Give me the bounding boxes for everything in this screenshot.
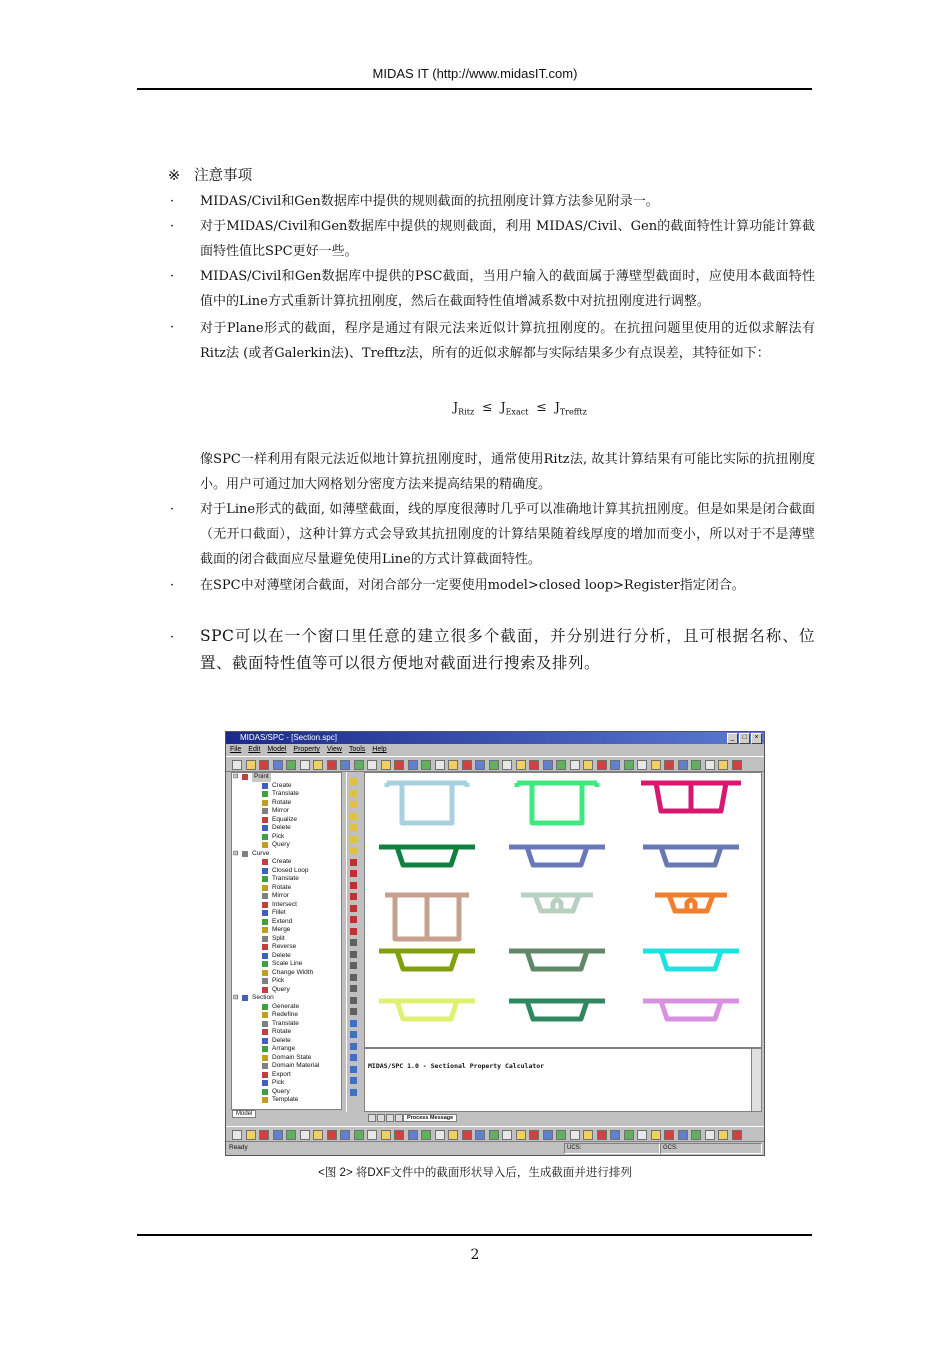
tree-item-label: Rotate — [272, 883, 292, 891]
menu-edit[interactable]: Edit — [248, 746, 261, 753]
tree-item-label: Delete — [272, 1036, 291, 1044]
tree-item[interactable] — [232, 799, 341, 808]
vertical-tool-icon[interactable] — [350, 939, 357, 946]
toolbar-button-icon[interactable] — [637, 1130, 647, 1140]
toolbar-button-icon[interactable] — [475, 1130, 485, 1140]
tree-item[interactable] — [232, 986, 341, 995]
generate-icon — [262, 1004, 268, 1010]
vertical-tool-icon[interactable] — [350, 974, 357, 981]
translate-icon — [262, 876, 268, 882]
toolbar-button-icon[interactable] — [489, 760, 499, 770]
status-gcs: GCS: — [660, 1143, 762, 1154]
notes-title: 注意事项 — [194, 168, 253, 184]
toolbar-button-icon[interactable] — [435, 1130, 445, 1140]
menu-help[interactable]: Help — [372, 746, 387, 753]
tree-item[interactable] — [232, 833, 341, 842]
section-shape — [379, 951, 475, 969]
section-icon — [242, 995, 248, 1001]
toolbar-button-icon[interactable] — [705, 760, 715, 770]
vertical-tool-icon[interactable] — [350, 916, 357, 923]
toolbar-button-icon[interactable] — [354, 760, 364, 770]
tree-item-label: Pick — [272, 1079, 285, 1086]
tree-item[interactable] — [232, 1020, 341, 1029]
tree-item[interactable] — [232, 782, 341, 791]
tree-item[interactable] — [232, 790, 341, 799]
menu-tools[interactable]: Tools — [348, 746, 366, 753]
tree-item-label: Arrange — [272, 1045, 296, 1052]
query-icon — [262, 1089, 268, 1095]
vertical-tool-icon[interactable] — [350, 790, 357, 797]
tree-item-label: Pick — [272, 832, 285, 840]
torsion-formula: $J_{Ritz} \le J_{Exact} \le J_{Trefftz}$ — [453, 399, 587, 417]
tree-item[interactable] — [232, 918, 341, 927]
tree-item[interactable] — [232, 960, 341, 969]
tree-item-label: Point — [254, 773, 269, 780]
vertical-tool-icon[interactable] — [350, 928, 357, 935]
mirror-icon — [262, 893, 268, 899]
tree-item-label: Delete — [272, 824, 291, 831]
tree-item-label: Rotate — [272, 1028, 292, 1035]
section-shape — [521, 895, 593, 911]
reverse-icon — [262, 944, 268, 950]
toolbar-button-icon[interactable] — [691, 1130, 701, 1140]
vertical-tool-icon[interactable] — [350, 905, 357, 912]
bullet: · — [170, 578, 175, 593]
section-shape — [509, 847, 605, 865]
vertical-tool-icon[interactable] — [350, 801, 357, 808]
note-item-7: SPC可以在一个窗口里任意的建立很多个截面，并分别进行分析，且可根据名称、位置、截面特性值等可以很方便地对截面进行搜索及排列。 — [200, 627, 815, 672]
toolbar-button-icon[interactable] — [381, 1130, 391, 1140]
toolbar-button-icon[interactable] — [651, 1130, 661, 1140]
message-window — [364, 1048, 752, 1112]
tree-item[interactable] — [232, 1062, 341, 1071]
ritz-paragraph: 像SPC一样利用有限元法近似地计算抗扭刚度时，通常使用Ritz法, 故其计算结果有可能比实际的抗扭刚度小。用户可通过加大网格划分密度方法来提高结果的精确度。 — [200, 452, 815, 492]
toolbar-button-icon[interactable] — [664, 760, 674, 770]
tree-item-label: Closed Loop — [272, 866, 309, 874]
rotate-icon — [262, 1029, 268, 1035]
toolbar-button-icon[interactable] — [678, 760, 688, 770]
vertical-tool-icon[interactable] — [350, 882, 357, 889]
tree-item-label: Mirror — [272, 807, 289, 814]
redefine-icon — [262, 1012, 268, 1018]
tree-item-label: Translate — [272, 1019, 299, 1027]
collapse-icon[interactable]: ⊟ — [233, 773, 239, 780]
toolbar-button-icon[interactable] — [394, 1130, 404, 1140]
tree-item-label: Create — [272, 858, 292, 865]
pick-icon — [262, 1080, 268, 1086]
toolbar-button-icon[interactable] — [732, 1130, 742, 1140]
vertical-tool-icon[interactable] — [350, 859, 357, 866]
translate-icon — [262, 791, 268, 797]
tree-item[interactable] — [232, 926, 341, 935]
tree-item[interactable] — [232, 867, 341, 876]
header-rule — [137, 88, 812, 90]
section-shape — [655, 895, 727, 911]
tree-item-label: Translate — [272, 875, 299, 882]
toolbar-button-icon[interactable] — [543, 1130, 553, 1140]
toolbar-button-icon[interactable] — [327, 760, 337, 770]
toolbar-button-icon[interactable] — [475, 760, 485, 770]
tree-item[interactable] — [232, 816, 341, 825]
tree-item-label: Domain State — [272, 1053, 312, 1061]
delete-icon — [262, 953, 268, 959]
toolbar-button-icon[interactable] — [529, 760, 539, 770]
sections-drawing — [365, 773, 761, 1047]
toolbar-button-icon[interactable] — [570, 1130, 580, 1140]
tree-item[interactable] — [232, 773, 341, 782]
toolbar-button-icon[interactable] — [502, 1130, 512, 1140]
toolbar-button-icon[interactable] — [246, 760, 256, 770]
section-shape — [509, 951, 605, 969]
fillet-icon — [262, 910, 268, 916]
bullet: · — [170, 320, 175, 335]
toolbar-button-icon[interactable] — [313, 760, 323, 770]
toolbar-button-icon[interactable] — [232, 1130, 242, 1140]
vertical-tool-icon[interactable] — [350, 824, 357, 831]
tree-item-label: Scale Line — [272, 960, 303, 967]
note-item-4: 对于Plane形式的截面，程序是通过有限元法来近似计算抗扭刚度的。在抗扭问题里使用的近似求解法有Ritz法 (或者Galerkin法)、Trefftz法，所有的近似求解都与实际结果多少有点误差，其特征如下： — [200, 321, 815, 361]
menu-view[interactable]: View — [326, 746, 342, 753]
bullet: · — [170, 219, 175, 234]
message-text: MIDAS/SPC 1.0 - Sectional Property Calculator — [368, 1062, 545, 1070]
vertical-tool-icon[interactable] — [350, 1043, 357, 1050]
toolbar-button-icon[interactable] — [286, 1130, 296, 1140]
notes-heading — [168, 164, 252, 185]
tree-item[interactable] — [232, 909, 341, 918]
toolbar-button-icon[interactable] — [300, 760, 310, 770]
note-item-3: MIDAS/Civil和Gen数据库中提供的PSC截面，当用户输入的截面属于薄壁型截面时，应使用本截面特性值中的Line方式重新计算抗扭刚度，然后在截面特性值增减系数中对抗扭刚度进行调整。 — [200, 269, 815, 309]
toolbar-button-icon[interactable] — [718, 1130, 728, 1140]
toolbar-button-icon[interactable] — [273, 1130, 283, 1140]
tree-item[interactable] — [232, 858, 341, 867]
section-shape — [385, 895, 469, 939]
toolbar-button-icon[interactable] — [516, 1130, 526, 1140]
rotate-icon — [262, 800, 268, 806]
translate-icon — [262, 1021, 268, 1027]
toolbar-button-icon[interactable] — [300, 1130, 310, 1140]
toolbar-button-icon[interactable] — [597, 1130, 607, 1140]
status-bar — [226, 1142, 764, 1153]
arrange-icon — [262, 1046, 268, 1052]
bullet: · — [170, 630, 175, 645]
point-icon — [242, 774, 248, 780]
domain-state-icon — [262, 1055, 268, 1061]
toolbar-button-icon[interactable] — [556, 760, 566, 770]
tree-item-label: Merge — [272, 926, 291, 933]
toolbar-button-icon[interactable] — [421, 1130, 431, 1140]
tree-item[interactable] — [232, 977, 341, 986]
note-item-5: 对于Line形式的截面, 如薄壁截面，线的厚度很薄时几乎可以准确地计算其抗扭刚度。但是如果是闭合截面（无开口截面），这种计算方式会导致其抗扭刚度的计算结果随着线厚度的增加而变小，所以对于不是薄壁截面的闭合截面应尽量避免使用Line的方式计算截面特性。 — [200, 502, 815, 567]
tree-item-label: Delete — [272, 951, 291, 959]
tree-item[interactable] — [232, 1011, 341, 1020]
tree-item[interactable] — [232, 1096, 341, 1105]
toolbar-button-icon[interactable] — [259, 760, 269, 770]
status-ready: Ready — [229, 1144, 248, 1151]
tree-item-label: Domain Material — [272, 1062, 320, 1069]
vertical-tool-icon[interactable] — [350, 1066, 357, 1073]
tree-item-label: Mirror — [272, 892, 289, 899]
toolbar-button-icon[interactable] — [583, 760, 593, 770]
curve-icon — [242, 851, 248, 857]
toolbar-button-icon[interactable] — [273, 760, 283, 770]
toolbar-button-icon[interactable] — [583, 1130, 593, 1140]
tree-item[interactable] — [232, 1045, 341, 1054]
pick-icon — [262, 978, 268, 984]
vertical-tool-icon[interactable] — [350, 870, 357, 877]
vertical-toolbar — [346, 772, 361, 1112]
tree-item-label: Change Width — [272, 968, 314, 976]
toolbar-button-icon[interactable] — [246, 1130, 256, 1140]
toolbar-button-icon[interactable] — [408, 1130, 418, 1140]
note-item-2: 对于MIDAS/Civil和Gen数据库中提供的规则截面，利用 MIDAS/Civil、Gen的截面特性计算功能计算截面特性值比SPC更好一些。 — [200, 219, 815, 259]
tree-item[interactable] — [232, 841, 341, 850]
toolbar-button-icon[interactable] — [367, 760, 377, 770]
tree-item[interactable] — [232, 884, 341, 893]
vertical-tool-icon[interactable] — [350, 1077, 357, 1084]
section-shape — [387, 783, 467, 823]
tree-item-label: Split — [272, 934, 285, 942]
tree-item-label: Query — [272, 985, 290, 993]
split-icon — [262, 936, 268, 942]
tree-item[interactable] — [232, 1088, 341, 1097]
vertical-tool-icon[interactable] — [350, 962, 357, 969]
vertical-tool-icon[interactable] — [350, 1008, 357, 1015]
toolbar-button-icon[interactable] — [462, 760, 472, 770]
section-shape — [643, 1001, 739, 1019]
toolbar-button-icon[interactable] — [489, 1130, 499, 1140]
vertical-tool-icon[interactable] — [350, 985, 357, 992]
toolbar-button-icon[interactable] — [732, 760, 742, 770]
tree-item[interactable] — [232, 1071, 341, 1080]
create-icon — [262, 783, 268, 789]
equalize-icon — [262, 817, 268, 823]
tree-item[interactable] — [232, 850, 341, 859]
template-icon — [262, 1097, 268, 1103]
page-header: MIDAS IT (http://www.midasIT.com) — [372, 66, 578, 81]
tree-item-label: Redefine — [272, 1011, 299, 1018]
toolbar-button-icon[interactable] — [448, 760, 458, 770]
toolbar-button-icon[interactable] — [462, 1130, 472, 1140]
tree-item[interactable] — [232, 901, 341, 910]
tree-item-label: Export — [272, 1070, 291, 1078]
create-icon — [262, 859, 268, 865]
collapse-icon[interactable]: ⊟ — [233, 994, 239, 1001]
tree-item-label: Query — [272, 1087, 290, 1095]
message-scrollbar[interactable] — [751, 1048, 762, 1112]
page-number: 2 — [470, 1247, 480, 1263]
toolbar-button-icon[interactable] — [394, 760, 404, 770]
toolbar-button-icon[interactable] — [529, 1130, 539, 1140]
vertical-tool-icon[interactable] — [350, 1054, 357, 1061]
vertical-tool-icon[interactable] — [350, 1089, 357, 1096]
tree-item-label: Create — [272, 781, 292, 789]
menu-file[interactable]: File — [230, 746, 242, 753]
tree-item-label: Equalize — [272, 815, 297, 823]
section-canvas[interactable] — [364, 772, 762, 1048]
pick-icon — [262, 834, 268, 840]
figure-caption: <图 2> 将DXF文件中的截面形状导入后，生成截面并进行排列 — [318, 1167, 632, 1179]
vertical-tool-icon[interactable] — [350, 847, 357, 854]
tree-item[interactable] — [232, 994, 341, 1003]
tree-item[interactable] — [232, 1054, 341, 1063]
tab-navigator[interactable] — [368, 1114, 403, 1122]
delete-icon — [262, 1038, 268, 1044]
toolbar-button-icon[interactable] — [232, 760, 242, 770]
vertical-tool-icon[interactable] — [350, 1031, 357, 1038]
vertical-tool-icon[interactable] — [350, 778, 357, 785]
tab-model[interactable]: Model — [232, 1110, 256, 1118]
toolbar-button-icon[interactable] — [610, 1130, 620, 1140]
tree-item-label: Generate — [272, 1002, 300, 1010]
vertical-tool-icon[interactable] — [350, 813, 357, 820]
tree-item-label: Pick — [272, 977, 285, 984]
toolbar-button-icon[interactable] — [637, 760, 647, 770]
tree-item[interactable] — [232, 943, 341, 952]
footer-rule — [137, 1234, 812, 1236]
tree-item[interactable] — [232, 1037, 341, 1046]
vertical-tool-icon[interactable] — [350, 893, 357, 900]
tree-item[interactable] — [232, 892, 341, 901]
toolbar-button-icon[interactable] — [435, 760, 445, 770]
toolbar-button-icon[interactable] — [691, 760, 701, 770]
minimize-icon[interactable]: _ — [727, 733, 738, 744]
section-shape — [379, 847, 475, 865]
extend-icon — [262, 919, 268, 925]
note-item-1: MIDAS/Civil和Gen数据库中提供的规则截面的抗扭刚度计算方法参见附录一。 — [200, 194, 659, 209]
window-title: MIDAS/SPC - [Section.spc] — [240, 733, 337, 742]
toolbar-button-icon[interactable] — [705, 1130, 715, 1140]
toolbar-button-icon[interactable] — [624, 760, 634, 770]
tree-item-label: Fillet — [272, 909, 286, 916]
toolbar-button-icon[interactable] — [313, 1130, 323, 1140]
section-shape — [643, 951, 739, 969]
collapse-icon[interactable]: ⊟ — [233, 849, 239, 857]
tree-item-label: Query — [272, 841, 290, 848]
bullet: · — [170, 194, 175, 209]
tree-item[interactable] — [232, 952, 341, 961]
export-icon — [262, 1072, 268, 1078]
toolbar-button-icon[interactable] — [408, 760, 418, 770]
spc-screenshot — [225, 731, 765, 1156]
toolbar-button-icon[interactable] — [610, 760, 620, 770]
bottom-toolbar — [226, 1126, 764, 1142]
intersect-icon — [262, 902, 268, 908]
toolbar-button-icon[interactable] — [259, 1130, 269, 1140]
toolbar-button-icon[interactable] — [367, 1130, 377, 1140]
tree-item[interactable] — [232, 935, 341, 944]
section-shape — [509, 1001, 605, 1019]
tree-item-label: Intersect — [272, 900, 297, 908]
toolbar-button-icon[interactable] — [543, 760, 553, 770]
tree-item-label: Rotate — [272, 798, 292, 806]
bullet: · — [170, 269, 175, 284]
section-shape — [641, 783, 741, 811]
main-toolbar — [226, 756, 764, 772]
tree-item[interactable] — [232, 824, 341, 833]
window-titlebar — [226, 732, 764, 744]
toolbar-button-icon[interactable] — [340, 760, 350, 770]
tree-item[interactable] — [232, 807, 341, 816]
tree-item-label: Reverse — [272, 943, 297, 950]
tree-item[interactable] — [232, 1003, 341, 1012]
tree-item[interactable] — [232, 1028, 341, 1037]
note-symbol: ※ — [168, 168, 181, 184]
toolbar-button-icon[interactable] — [327, 1130, 337, 1140]
toolbar-button-icon[interactable] — [354, 1130, 364, 1140]
toolbar-button-icon[interactable] — [597, 760, 607, 770]
toolbar-button-icon[interactable] — [664, 1130, 674, 1140]
toolbar-button-icon[interactable] — [381, 760, 391, 770]
scale-line-icon — [262, 961, 268, 967]
tree-item-label: Curve — [252, 849, 270, 857]
merge-icon — [262, 927, 268, 933]
toolbar-button-icon[interactable] — [570, 760, 580, 770]
status-ucs: UCS: — [564, 1143, 660, 1154]
toolbar-button-icon[interactable] — [421, 760, 431, 770]
change-width-icon — [262, 970, 268, 976]
section-shape — [643, 847, 739, 865]
domain-material-icon — [262, 1063, 268, 1069]
note-item-6: 在SPC中对薄壁闭合截面，对闭合部分一定要使用model>closed loop>Register指定闭合。 — [200, 578, 745, 593]
section-shape — [379, 1001, 475, 1019]
toolbar-button-icon[interactable] — [448, 1130, 458, 1140]
delete-icon — [262, 825, 268, 831]
toolbar-button-icon[interactable] — [340, 1130, 350, 1140]
tab-process-message[interactable]: Process Message — [403, 1114, 457, 1122]
toolbar-button-icon[interactable] — [556, 1130, 566, 1140]
query-icon — [262, 842, 268, 848]
toolbar-button-icon[interactable] — [516, 760, 526, 770]
vertical-tool-icon[interactable] — [350, 951, 357, 958]
model-tree — [231, 772, 342, 1110]
query-icon — [262, 987, 268, 993]
tree-item-label: Translate — [272, 790, 299, 797]
bullet: · — [170, 502, 175, 517]
toolbar-button-icon[interactable] — [718, 760, 728, 770]
vertical-tool-icon[interactable] — [350, 836, 357, 843]
toolbar-button-icon[interactable] — [678, 1130, 688, 1140]
tree-item-label: Template — [272, 1096, 299, 1103]
toolbar-button-icon[interactable] — [502, 760, 512, 770]
tree-item[interactable] — [232, 1079, 341, 1088]
tree-item-label: Section — [252, 994, 274, 1001]
rotate-icon — [262, 885, 268, 891]
menu-bar — [226, 744, 765, 755]
close-icon[interactable]: × — [751, 733, 762, 744]
tree-item-label: Extend — [272, 917, 293, 925]
section-shape — [517, 783, 597, 823]
vertical-tool-icon[interactable] — [350, 1020, 357, 1027]
maximize-icon[interactable]: □ — [739, 733, 750, 744]
menu-property[interactable]: Property — [293, 746, 320, 753]
toolbar-button-icon[interactable] — [624, 1130, 634, 1140]
toolbar-button-icon[interactable] — [286, 760, 296, 770]
mirror-icon — [262, 808, 268, 814]
closed-loop-icon — [262, 868, 268, 874]
menu-model[interactable]: Model — [267, 746, 287, 753]
tree-item[interactable] — [232, 875, 341, 884]
toolbar-button-icon[interactable] — [651, 760, 661, 770]
vertical-tool-icon[interactable] — [350, 997, 357, 1004]
tree-item[interactable] — [232, 969, 341, 978]
